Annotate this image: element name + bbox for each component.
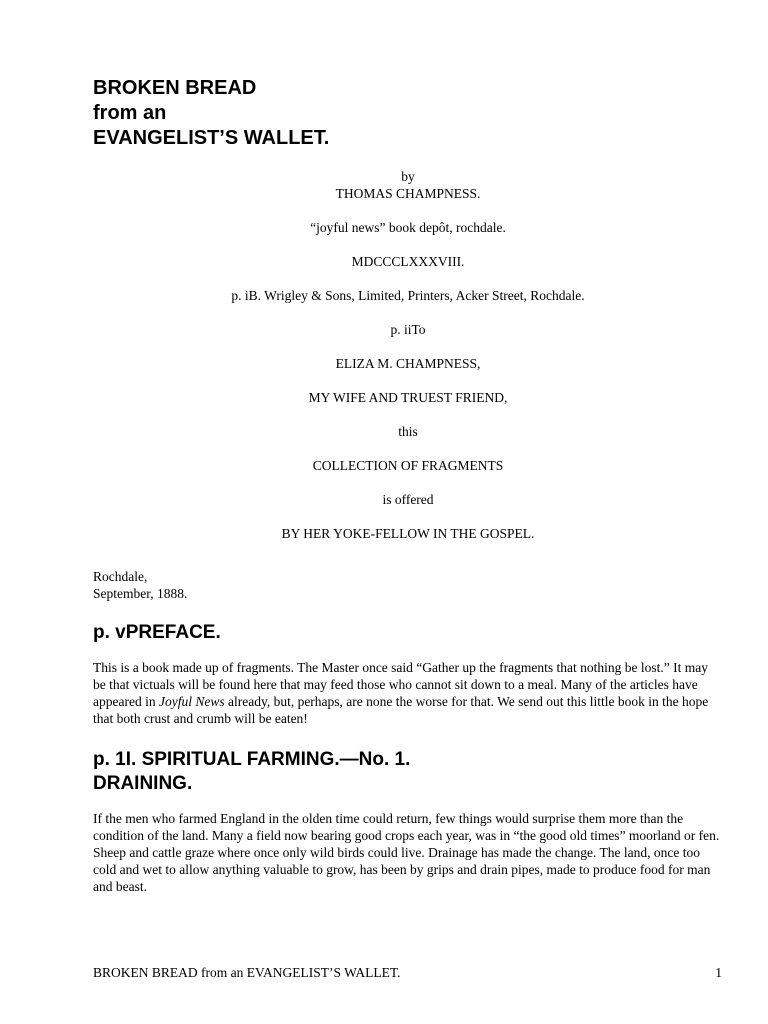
place-name: Rochdale, <box>93 569 148 584</box>
dedication-offered: is offered <box>382 492 434 507</box>
dedicatee-name: ELIZA M. CHAMPNESS, <box>335 356 481 371</box>
dedication-collection: COLLECTION OF FRAGMENTS <box>312 458 504 473</box>
chapter-heading <box>93 748 723 796</box>
preface-text-end: already, but, perhaps, are none the worse for that. We send out this little book in the hope that both crust and crumb will be eaten! <box>93 694 709 726</box>
page-footer <box>93 964 722 981</box>
preface-heading: p. vPREFACE. <box>93 622 221 643</box>
place-and-date <box>93 568 723 602</box>
title-line-1: BROKEN BREAD <box>93 77 257 99</box>
printer-line: p. iB. Wrigley & Sons, Limited, Printers, Acker Street, Rochdale. <box>231 288 585 303</box>
page-number: 1 <box>715 965 722 980</box>
title-line-3: EVANGELIST’S WALLET. <box>93 127 330 149</box>
dedication-date: September, 1888. <box>93 586 188 601</box>
preface-italic-title: Joyful News <box>158 694 225 709</box>
dedication-relation: MY WIFE AND TRUEST FRIEND, <box>308 390 508 405</box>
preface-text-start: This is a book made up of fragments. The Master once said “Gather up the fragments that nothing be lost.” It may be that victuals will be found here that may feed those who cannot sit down to a meal. Many of the articles have appeared in <box>93 660 708 709</box>
chapter-heading-line-2: DRAINING. <box>93 773 193 794</box>
author-name: THOMAS CHAMPNESS. <box>335 186 481 201</box>
dedication-to: p. iiTo <box>390 322 426 337</box>
by-label: by <box>401 169 415 184</box>
book-title <box>93 76 723 151</box>
publication-year: MDCCCLXXXVIII. <box>351 254 465 269</box>
dedication-this: this <box>398 424 418 439</box>
running-title: BROKEN BREAD from an EVANGELIST’S WALLET. <box>93 965 401 980</box>
chapter-paragraph: If the men who farmed England in the olden time could return, few things would surprise them more than the condition of the land. Many a field now bearing good crops each year, was in “the good old times” moorland or fen. Sheep and cattle graze where once only wild birds could live. Drainage has made the change. The land, once too cold and wet to allow anything valuable to grow, has been by grips and drain pipes, made to produce food for man and beast. <box>93 811 720 894</box>
dedication-from: BY HER YOKE-FELLOW IN THE GOSPEL. <box>281 526 535 541</box>
document-page <box>93 76 723 895</box>
publisher-line: “joyful news” book depôt, rochdale. <box>310 220 506 235</box>
title-line-2: from an <box>93 102 167 124</box>
chapter-heading-line-1: p. 1I. SPIRITUAL FARMING.—No. 1. <box>93 749 411 770</box>
preface-paragraph <box>93 659 723 727</box>
